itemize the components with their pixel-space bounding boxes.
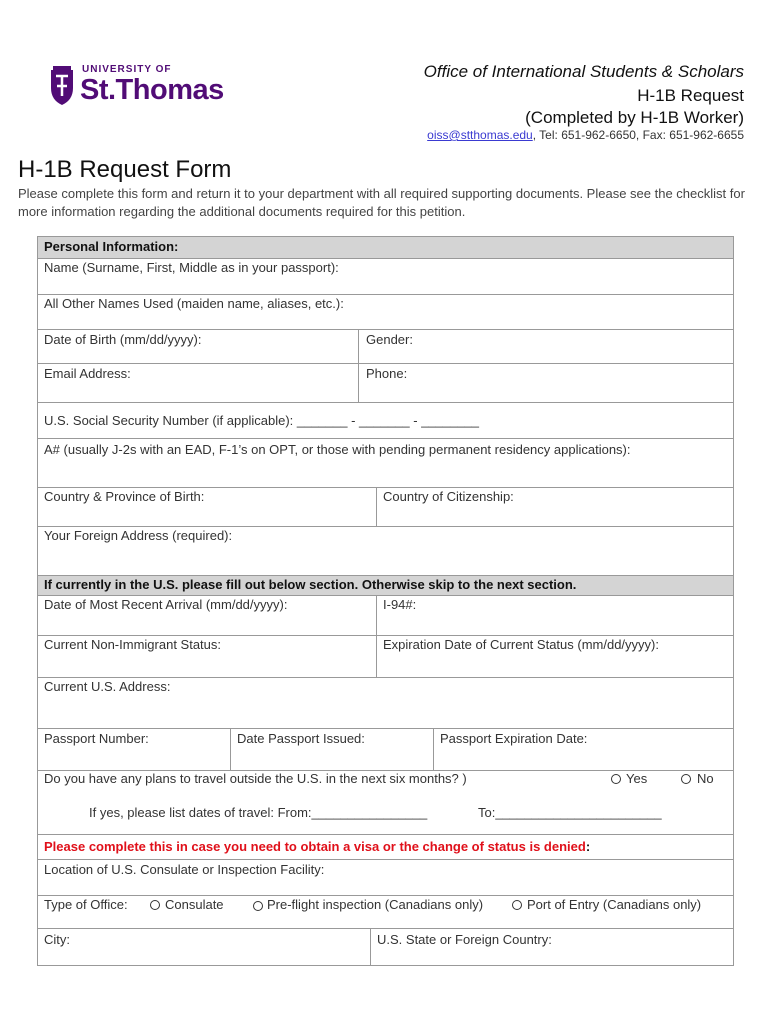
a-number-field[interactable]: A# (usually J-2s with an EAD, F-1’s on OPT, or those with pending permanent residency applications):: [44, 442, 631, 457]
contact-line: [427, 128, 744, 142]
birth-place-field[interactable]: Country & Province of Birth:: [44, 489, 205, 504]
email-field[interactable]: Email Address:: [44, 366, 131, 381]
foreign-address-field[interactable]: Your Foreign Address (required):: [44, 528, 233, 543]
visa-section-heading: Please complete this in case you need to obtain a visa or the change of status is denied:: [44, 839, 591, 854]
consulate-radio[interactable]: [150, 900, 160, 910]
preflight-label: Pre-flight inspection (Canadians only): [267, 897, 484, 912]
logo-name: St.Thomas: [80, 74, 224, 106]
office-name: Office of International Students & Scholars: [423, 62, 744, 81]
travel-no-radio[interactable]: [681, 774, 691, 784]
office-type-label: Type of Office:: [44, 897, 128, 912]
passport-number-field[interactable]: Passport Number:: [44, 731, 149, 746]
passport-expiration-field[interactable]: Passport Expiration Date:: [440, 731, 588, 746]
personal-info-heading: Personal Information:: [44, 239, 179, 254]
contact-numbers: , Tel: 651-962-6650, Fax: 651-962-6655: [532, 128, 744, 142]
university-logo: [48, 64, 238, 110]
logo-university-of: UNIVERSITY OF: [82, 64, 172, 75]
arrival-date-field[interactable]: Date of Most Recent Arrival (mm/dd/yyyy):: [44, 597, 288, 612]
phone-field[interactable]: Phone:: [366, 366, 408, 381]
form-title: H-1B Request Form: [18, 156, 232, 183]
intro-text: Please complete this form and return it to your department with all required supporting documents. Please see the checklist for more information regarding the additional documents required for this petition.: [18, 186, 745, 219]
preflight-radio[interactable]: [253, 901, 263, 911]
us-address-field[interactable]: Current U.S. Address:: [44, 679, 171, 694]
port-of-entry-radio[interactable]: [512, 900, 522, 910]
email-link[interactable]: oiss@stthomas.edu: [427, 128, 533, 142]
state-country-field[interactable]: U.S. State or Foreign Country:: [377, 932, 552, 947]
other-names-field[interactable]: All Other Names Used (maiden name, aliases, etc.):: [44, 296, 344, 311]
status-expiration-field[interactable]: Expiration Date of Current Status (mm/dd/yyyy):: [383, 637, 659, 652]
travel-yes-radio[interactable]: [611, 774, 621, 784]
ssn-field[interactable]: U.S. Social Security Number (if applicable): _______ - _______ - ________: [44, 413, 480, 428]
name-field[interactable]: Name (Surname, First, Middle as in your passport):: [44, 260, 339, 275]
request-type: H-1B Request: [637, 86, 744, 105]
citizenship-field[interactable]: Country of Citizenship:: [383, 489, 514, 504]
passport-issued-field[interactable]: Date Passport Issued:: [237, 731, 365, 746]
port-of-entry-label: Port of Entry (Canadians only): [527, 897, 702, 912]
travel-question: Do you have any plans to travel outside the U.S. in the next six months? ): [44, 771, 467, 786]
status-field[interactable]: Current Non-Immigrant Status:: [44, 637, 222, 652]
consulate-label: Consulate: [165, 897, 224, 912]
city-field[interactable]: City:: [44, 932, 70, 947]
dob-field[interactable]: Date of Birth (mm/dd/yyyy):: [44, 332, 202, 347]
us-section-heading: If currently in the U.S. please fill out below section. Otherwise skip to the next section.: [44, 577, 577, 592]
travel-to-field[interactable]: To:_______________________: [478, 805, 662, 820]
consulate-location-field[interactable]: Location of U.S. Consulate or Inspection Facility:: [44, 862, 325, 877]
completed-by: (Completed by H-1B Worker): [525, 108, 744, 127]
gender-field[interactable]: Gender:: [366, 332, 413, 347]
shield-icon: [48, 66, 76, 106]
i94-field[interactable]: I-94#:: [383, 597, 417, 612]
travel-no-label: No: [697, 771, 714, 786]
travel-yes-label: Yes: [626, 771, 648, 786]
request-form: [37, 236, 734, 966]
travel-from-field[interactable]: If yes, please list dates of travel: From:________________: [89, 805, 428, 820]
